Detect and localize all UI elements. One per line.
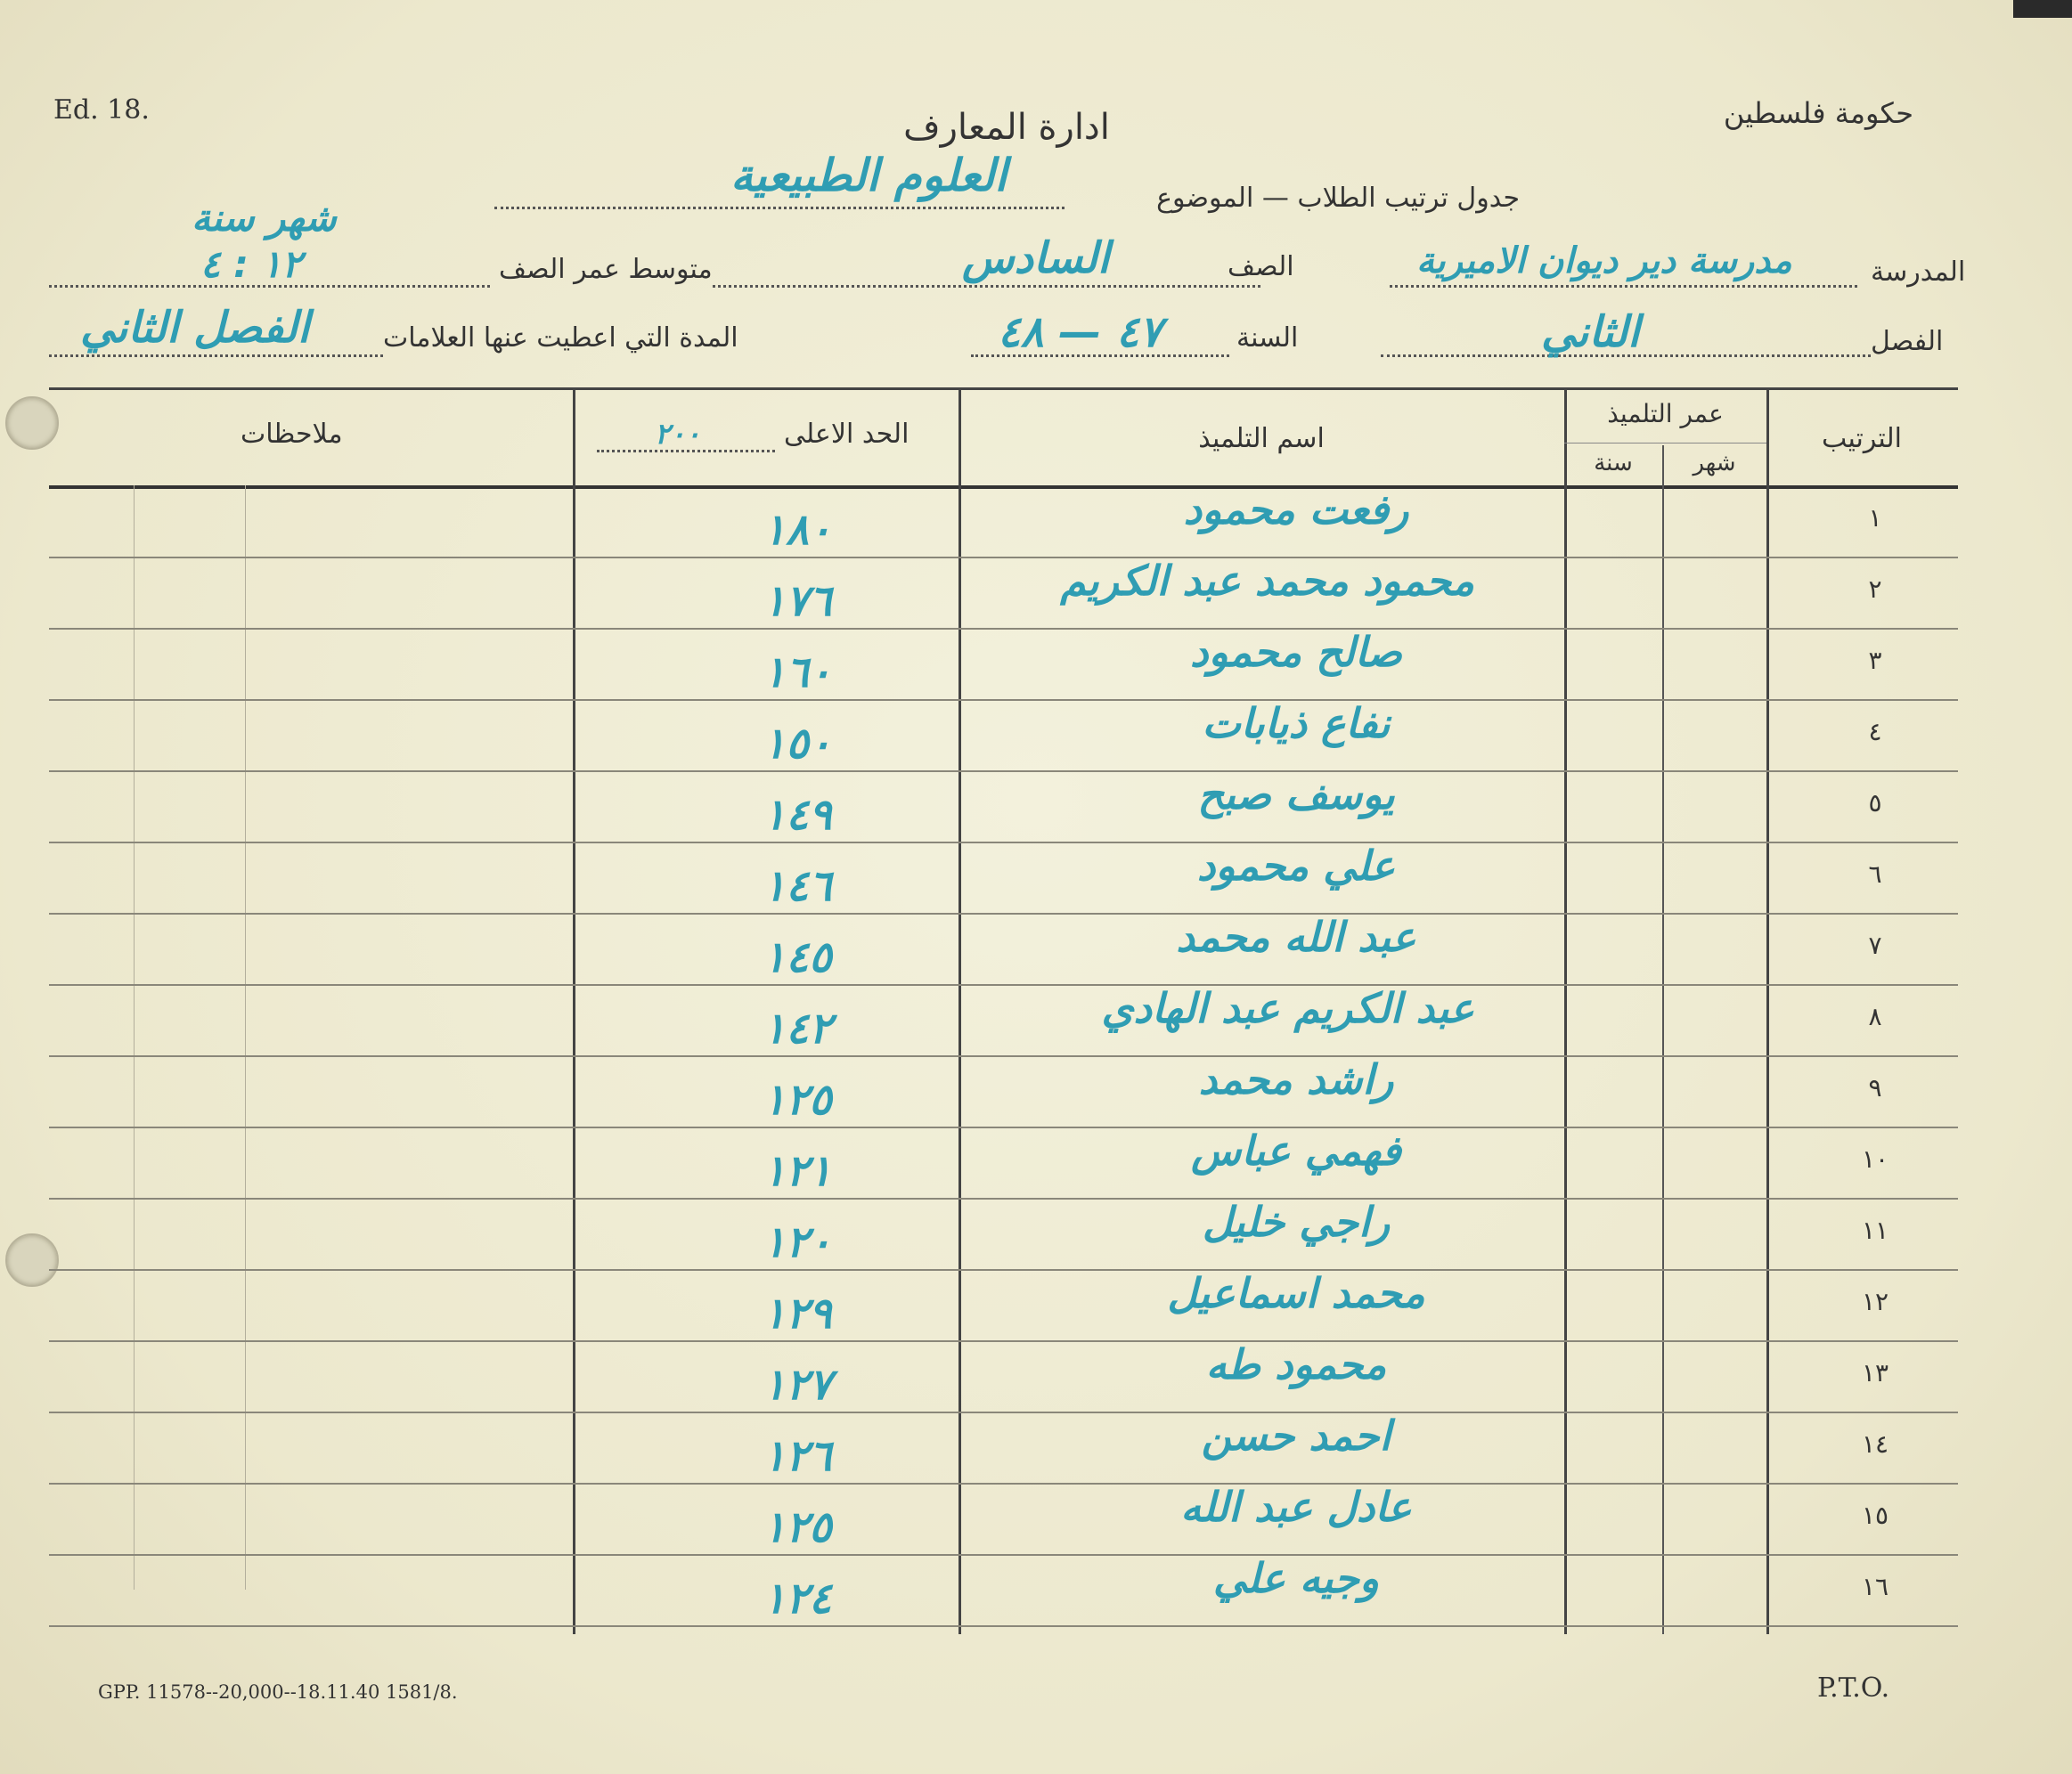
row-student-name: راشد محمد <box>1198 1055 1394 1103</box>
period-label: المدة التي اعطيت عنها العلامات <box>383 322 738 354</box>
col-divider-age-year <box>1662 445 1664 1634</box>
row-score: ١٤٩ <box>763 790 832 840</box>
col-age-year: سنة <box>1594 450 1633 476</box>
avg-age-dots <box>49 285 490 288</box>
row-student-name: محمود محمد عبد الكريم <box>1060 557 1474 605</box>
row-score: ١٢١ <box>763 1146 832 1196</box>
ruled-line <box>49 770 1958 772</box>
ruled-line <box>49 1055 1958 1057</box>
class-value: السادس <box>962 233 1110 283</box>
row-score: ١٢٠ <box>763 1217 832 1267</box>
row-rank: ٤ <box>1868 717 1882 746</box>
table-top-border <box>49 387 1958 390</box>
col-max-value: ٢٠٠ <box>655 417 701 451</box>
ruled-line <box>49 842 1958 843</box>
term-label: الفصل <box>1871 326 1944 357</box>
punch-hole-bottom <box>5 1233 59 1287</box>
row-rank: ٣ <box>1868 646 1882 675</box>
row-score: ١٥٠ <box>763 719 832 769</box>
row-student-name: محمود طه <box>1205 1340 1387 1388</box>
page-edge-strip <box>2013 0 2072 18</box>
avg-age-top: شهر سنة <box>192 196 337 240</box>
row-rank: ٥ <box>1868 788 1882 818</box>
school-dots <box>1390 285 1857 288</box>
year-label: السنة <box>1236 322 1299 354</box>
ruled-line <box>49 628 1958 630</box>
row-score: ١٤٥ <box>763 932 832 982</box>
row-score: ١٢٧ <box>763 1360 832 1410</box>
col-age-month: شهر <box>1693 450 1736 476</box>
year-value: ٤٧ — ٤٨ <box>998 307 1162 357</box>
school-value: مدرسة دير ديوان الاميرية <box>1416 240 1792 281</box>
row-student-name: عادل عبد الله <box>1180 1483 1412 1531</box>
school-label: المدرسة <box>1871 256 1966 288</box>
row-rank: ٨ <box>1868 1002 1882 1031</box>
row-score: ١٢٩ <box>763 1289 832 1339</box>
row-student-name: صالح محمود <box>1190 628 1402 676</box>
row-score: ١٧٦ <box>763 576 832 626</box>
row-student-name: رفعت محمود <box>1183 485 1409 533</box>
col-name-header: اسم التلميذ <box>1198 423 1325 454</box>
ruled-line <box>49 1554 1958 1556</box>
row-rank: ١٢ <box>1861 1287 1889 1316</box>
row-score: ١٢٥ <box>763 1075 832 1125</box>
ruled-line <box>49 913 1958 915</box>
ruled-line <box>49 1483 1958 1485</box>
row-score: ١٤٢ <box>763 1004 832 1054</box>
row-student-name: عبد الكريم عبد الهادي <box>1101 984 1474 1032</box>
avg-age-value: ١٢ : ٤ <box>200 242 302 286</box>
col-rank-header: الترتيب <box>1822 423 1902 454</box>
col-notes-header: ملاحظات <box>241 419 343 450</box>
row-student-name: نفاع ذيابات <box>1202 699 1391 747</box>
row-rank: ١٣ <box>1861 1358 1889 1387</box>
notes-inner-line-2 <box>245 485 246 1590</box>
term-value: الثاني <box>1541 307 1640 357</box>
ruled-line <box>49 1625 1958 1627</box>
subject-label: جدول ترتيب الطلاب — الموضوع <box>1156 183 1520 214</box>
avg-age-label: متوسط عمر الصف <box>499 254 713 285</box>
subject-dots <box>494 207 1065 209</box>
period-dots <box>49 354 383 357</box>
row-rank: ١٤ <box>1861 1429 1889 1459</box>
col-divider-notes <box>573 387 575 1634</box>
row-rank: ١٠ <box>1861 1144 1889 1174</box>
row-student-name: وجيه علي <box>1212 1554 1380 1602</box>
col-divider-max <box>959 387 961 1634</box>
class-label: الصف <box>1228 251 1294 282</box>
ruled-line <box>49 699 1958 701</box>
col-divider-name <box>1564 387 1567 1634</box>
row-student-name: فهمي عباس <box>1191 1127 1401 1175</box>
department-title: ادارة المعارف <box>903 107 1110 148</box>
col-divider-rank <box>1766 387 1769 1634</box>
col-age-header: عمر التلميذ <box>1607 399 1724 428</box>
row-student-name: يوسف صبح <box>1197 770 1395 818</box>
row-score: ١٨٠ <box>763 505 832 555</box>
ruled-line <box>49 1269 1958 1271</box>
row-score: ١٢٤ <box>763 1574 832 1623</box>
pto-label: P.T.O. <box>1817 1672 1890 1704</box>
subject-value: العلوم الطبيعية <box>730 150 1007 201</box>
row-rank: ١٦ <box>1861 1572 1889 1601</box>
row-score: ١٦٠ <box>763 647 832 697</box>
row-rank: ٢ <box>1868 574 1882 604</box>
row-rank: ١ <box>1868 503 1882 533</box>
class-dots <box>713 285 1260 288</box>
row-rank: ١٥ <box>1861 1501 1889 1530</box>
ruled-line <box>49 1340 1958 1342</box>
period-value: الفصل الثاني <box>80 303 310 353</box>
col-max-header: الحد الاعلى <box>784 419 910 450</box>
row-rank: ٩ <box>1868 1073 1882 1103</box>
row-student-name: عبد الله محمد <box>1176 913 1416 961</box>
row-score: ١٢٦ <box>763 1431 832 1481</box>
notes-inner-line-1 <box>134 485 135 1590</box>
print-code: GPP. 11578--20,000--18.11.40 1581/8. <box>98 1681 458 1703</box>
ruled-line <box>49 1412 1958 1413</box>
age-sub-divider <box>1564 443 1766 444</box>
row-student-name: علي محمود <box>1196 842 1396 890</box>
row-rank: ٦ <box>1868 859 1882 889</box>
row-score: ١٤٦ <box>763 861 832 911</box>
row-rank: ١١ <box>1861 1216 1889 1245</box>
form-code: Ed. 18. <box>53 94 150 126</box>
row-student-name: محمد اسماعيل <box>1167 1269 1425 1317</box>
ruled-line <box>49 557 1958 558</box>
ruled-line <box>49 984 1958 986</box>
row-rank: ٧ <box>1868 931 1882 960</box>
row-student-name: احمد حسن <box>1201 1412 1391 1460</box>
punch-hole-top <box>5 396 59 450</box>
row-score: ١٢٥ <box>763 1502 832 1552</box>
ruled-line <box>49 1198 1958 1200</box>
ruled-line <box>49 1127 1958 1128</box>
table-header-bottom <box>49 485 1958 489</box>
government-title: حكومة فلسطين <box>1723 96 1913 130</box>
row-student-name: راجي خليل <box>1202 1198 1391 1246</box>
